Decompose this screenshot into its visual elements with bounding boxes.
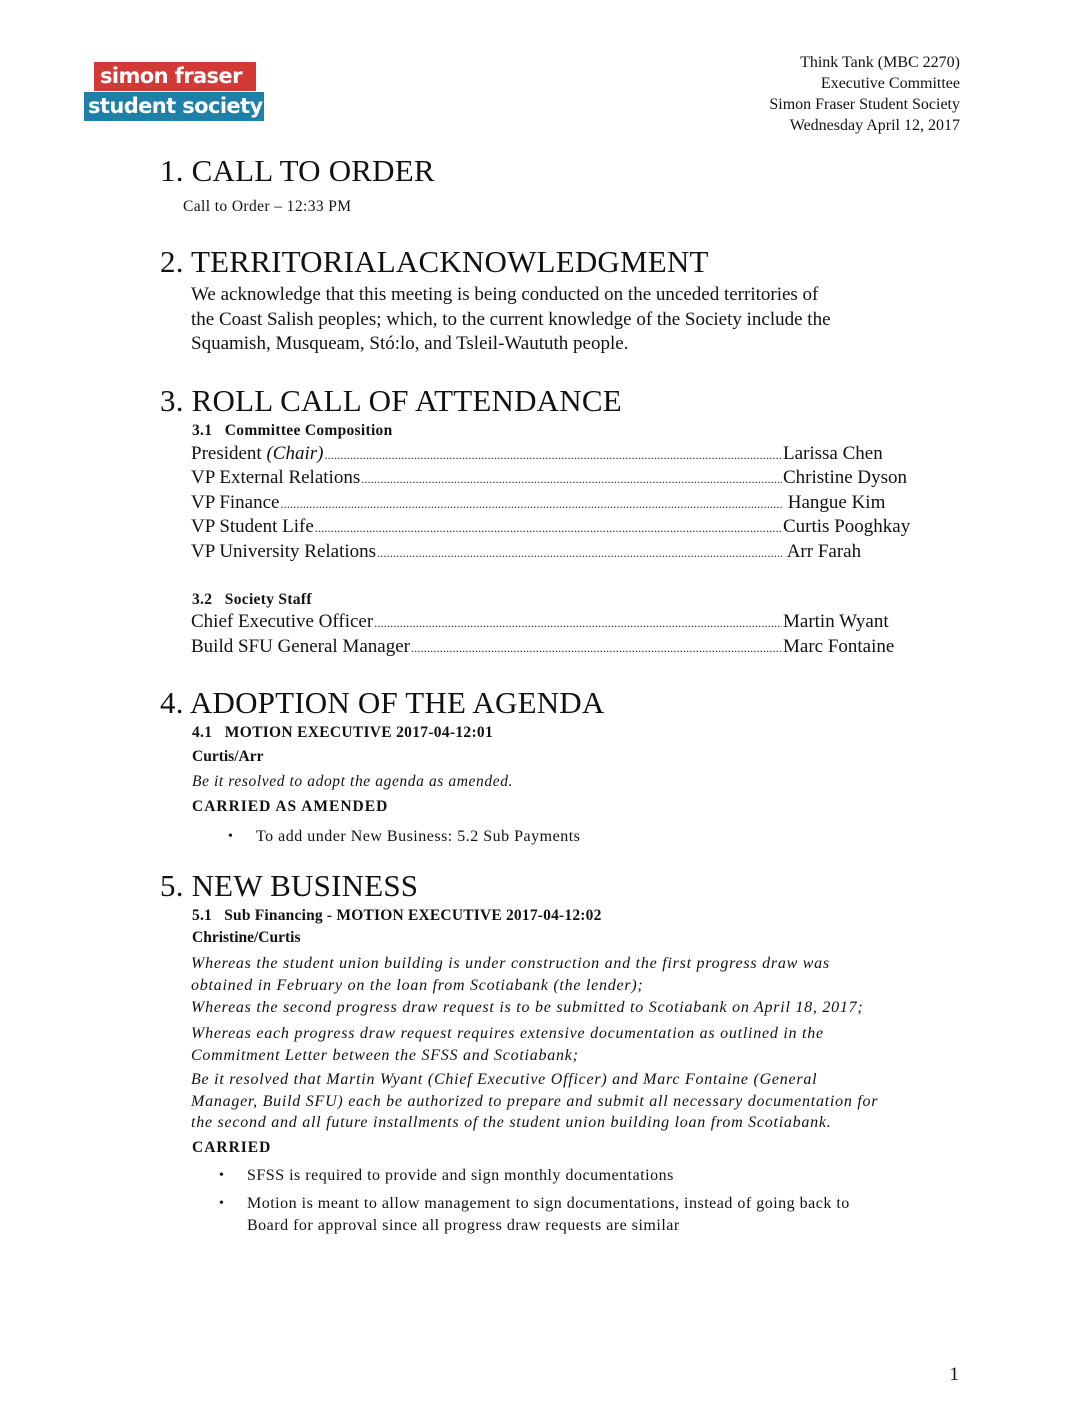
list-item: • Motion is meant to allow management to sign documentations, instead of going back to Board for approval since all progress draw requests are similar [247, 1193, 850, 1237]
territorial-acknowledgment [191, 283, 951, 357]
whereas-clause-3 [191, 1023, 961, 1066]
dot-leader [411, 636, 782, 660]
roster-role: VP Student Life [191, 516, 314, 537]
motion-result: CARRIED [192, 1139, 272, 1156]
roster-name: Hangue Kim [783, 492, 886, 513]
ack-line: the Coast Salish peoples; which, to the current knowledge of the Society include the [191, 308, 831, 330]
dot-leader [374, 611, 782, 635]
roster-role: VP Finance [191, 492, 280, 513]
header-organization: Simon Fraser Student Society [769, 96, 960, 113]
clause-line: Manager, Build SFU) each be authorized to prepare and submit all necessary documentation for [191, 1092, 879, 1110]
section-1-title: 1. CALL TO ORDER [160, 153, 435, 188]
resolution-clause [191, 1069, 961, 1134]
section-5-title: 5. NEW BUSINESS [160, 868, 419, 903]
roster-row-vp-university [191, 540, 931, 564]
roster-row-president [191, 442, 931, 466]
list-item: • To add under New Business: 5.2 Sub Payments [256, 826, 580, 848]
society-staff-heading: 3.2 Society Staff [192, 591, 312, 608]
section-3-title: 3. ROLL CALL OF ATTENDANCE [160, 383, 622, 418]
logo-line-2: student society [84, 92, 264, 121]
dot-leader [315, 516, 782, 540]
header-committee: Executive Committee [820, 75, 960, 92]
roster-row-ceo [191, 610, 931, 634]
sub-financing-notes-list [247, 1165, 850, 1237]
whereas-clause-2 [191, 997, 961, 1019]
header-date: Wednesday April 12, 2017 [789, 117, 960, 134]
motion-result: CARRIED AS AMENDED [192, 798, 389, 815]
call-to-order-text: Call to Order – 12:33 PM [183, 198, 352, 215]
motion-movers: Christine/Curtis [192, 929, 301, 946]
clause-line: obtained in February on the loan from Scotiabank (the lender); [191, 976, 644, 994]
ack-line: Squamish, Musqueam, Stó:lo, and Tsleil-Waututh people. [191, 333, 629, 354]
agenda-amendments-list [256, 826, 580, 848]
sfss-logo [84, 62, 264, 121]
dot-leader [280, 492, 782, 516]
whereas-clause-1 [191, 953, 961, 996]
roster-role: President (Chair) [191, 443, 324, 464]
ack-line: We acknowledge that this meeting is being conducted on the unceded territories of [191, 284, 819, 305]
clause-line: Whereas each progress draw request requires extensive documentation as outlined in the [191, 1025, 824, 1042]
list-item: • SFSS is required to provide and sign monthly documentations [247, 1165, 850, 1187]
roster-name: Curtis Pooghkay [783, 516, 911, 537]
clause-line: Whereas the student union building is under construction and the first progress draw was [191, 955, 830, 972]
roster-name: Larissa Chen [783, 443, 883, 464]
roster-name: Marc Fontaine [783, 636, 895, 657]
motion-resolution: Be it resolved to adopt the agenda as amended. [192, 773, 514, 790]
clause-line: Commitment Letter between the SFSS and Scotiabank; [191, 1046, 579, 1064]
roster-name: Martin Wyant [783, 611, 889, 632]
roster-role: VP External Relations [191, 467, 361, 488]
motion-heading-4-1: 4.1 MOTION EXECUTIVE 2017-04-12:01 [192, 724, 494, 741]
roster-row-build-sfu-gm [191, 635, 931, 659]
meeting-header [769, 52, 960, 136]
page-number: 1 [949, 1364, 959, 1385]
committee-composition-heading: 3.1 Committee Composition [192, 422, 393, 439]
section-2-title: 2. TERRITORIALACKNOWLEDGMENT [160, 244, 709, 279]
roster-row-vp-external [191, 466, 931, 490]
roster-name: Christine Dyson [783, 467, 908, 488]
motion-heading-5-1: 5.1 Sub Financing - MOTION EXECUTIVE 2017-04-12:02 [192, 907, 602, 924]
dot-leader [377, 541, 782, 565]
clause-line: Be it resolved that Martin Wyant (Chief Executive Officer) and Marc Fontaine (General [191, 1071, 818, 1088]
roster-row-vp-finance [191, 491, 931, 515]
roster-role: VP University Relations [191, 541, 377, 562]
motion-movers: Curtis/Arr [192, 748, 264, 765]
clause-line: Whereas the second progress draw request is to be submitted to Scotiabank on April 18, 2017; [191, 999, 864, 1016]
dot-leader [361, 467, 782, 491]
logo-line-1: simon fraser [94, 62, 256, 91]
dot-leader [324, 443, 782, 467]
roster-row-vp-student-life [191, 515, 931, 539]
roster-role: Build SFU General Manager [191, 636, 410, 657]
header-location: Think Tank (MBC 2270) [800, 54, 960, 71]
roster-name: Arr Farah [783, 541, 862, 562]
roster-role: Chief Executive Officer [191, 611, 374, 632]
clause-line: the second and all future installments of the student union building loan from Scotiabank. [191, 1114, 832, 1131]
section-4-title: 4. ADOPTION OF THE AGENDA [160, 685, 605, 720]
